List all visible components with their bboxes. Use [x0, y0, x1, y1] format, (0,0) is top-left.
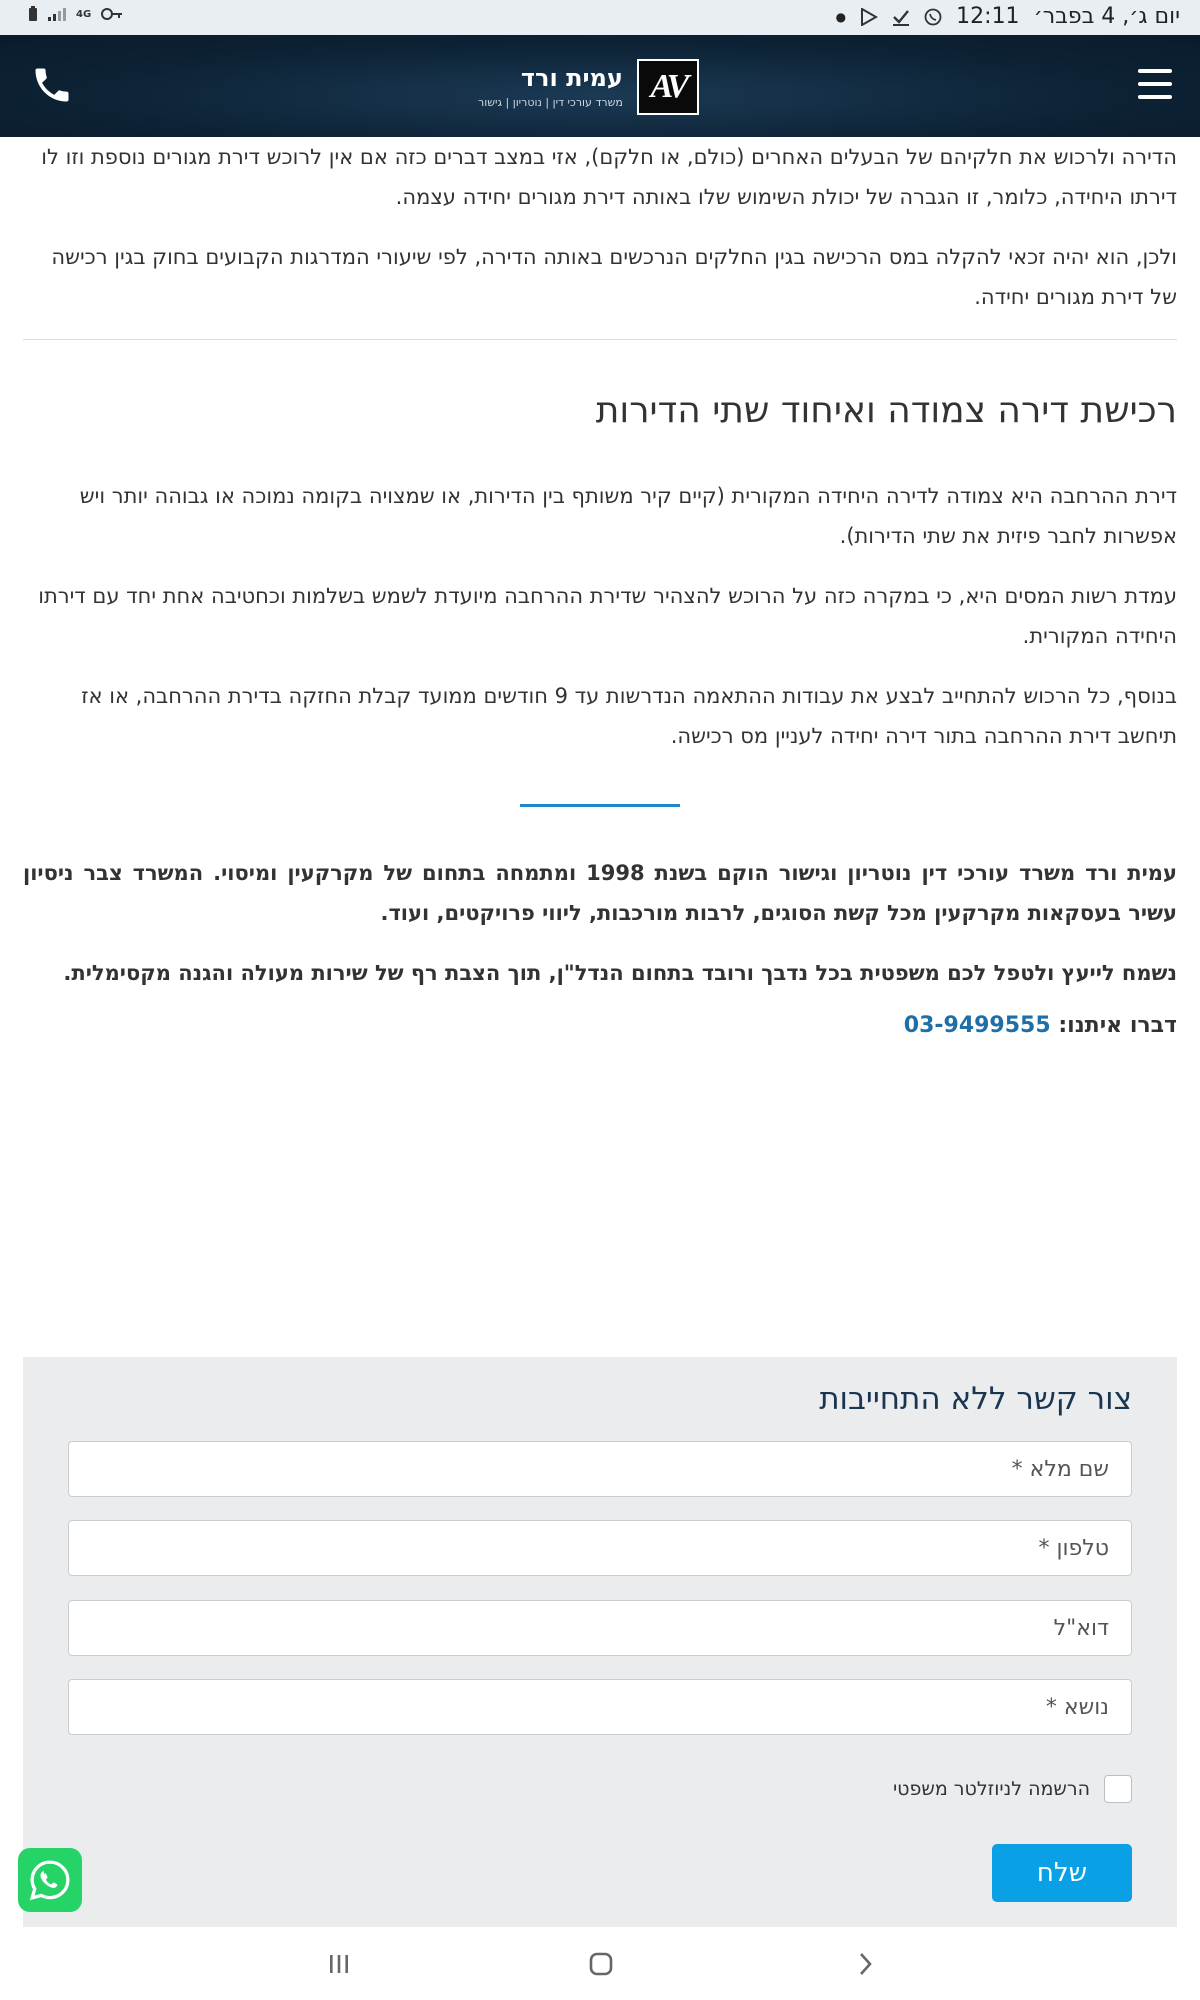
email-input[interactable]: דוא"ל — [68, 1600, 1132, 1656]
article-content — [23, 137, 1177, 1038]
submit-button[interactable]: שלח — [992, 1844, 1132, 1902]
full-name-input[interactable]: שם מלא * — [68, 1441, 1132, 1497]
clock: 12:11 — [956, 4, 1020, 29]
site-header — [0, 35, 1200, 137]
status-icons-right — [836, 4, 1180, 29]
divider — [23, 339, 1177, 340]
system-nav-bar — [0, 1927, 1200, 2000]
notification-dot: ● — [835, 9, 847, 24]
newsletter-checkbox[interactable] — [1104, 1775, 1132, 1803]
contact-phone-link[interactable]: 03-9499555 — [903, 1013, 1051, 1038]
subject-input[interactable]: נושא * — [68, 1679, 1132, 1735]
recent-apps-icon[interactable] — [324, 1949, 354, 1979]
article-paragraph: הדירה ולרכוש את חלקיהם של הבעלים האחרים (כולם, או חלקם), אזי במצב דברים כזה אם אין לרוכש דירת מגורים נוספת וזו לו דירתו היחידה, כלומר, זו הגברה של יכולת השימוש שלו באותה דירת מגורים יחידה עצמה. — [41, 145, 1177, 209]
back-icon[interactable] — [850, 1949, 880, 1979]
accent-divider — [520, 804, 680, 807]
network-type: 4G — [76, 8, 92, 20]
newsletter-row — [893, 1775, 1132, 1803]
call-button[interactable] — [30, 63, 74, 107]
home-icon[interactable] — [586, 1949, 616, 1979]
signal-icon — [48, 7, 66, 21]
phone-icon — [30, 63, 74, 107]
newsletter-label: הרשמה לניוזלטר משפטי — [892, 1778, 1090, 1800]
article-paragraph: עמדת רשות המסים היא, כי במקרה כזה על הרוכש להצהיר שדירת ההרחבה מיועדת לשמש בשלמות וכחטיבה אחת יחד עם דירתו היחידה המקורית. — [38, 584, 1177, 648]
phone-input[interactable]: טלפון * — [68, 1520, 1132, 1576]
about-paragraph: נשמח לייעץ ולטפל לכם משפטית בכל נדבך ורובד בתחום הנדל"ן, תוך הצבת רף של שירות מעולה והגנה מקסימלית. — [63, 961, 1177, 985]
download-icon — [892, 8, 910, 26]
status-bar — [0, 0, 1200, 35]
brand-logo: AV — [637, 59, 699, 115]
form-title: צור קשר ללא התחייבות — [819, 1381, 1132, 1417]
whatsapp-icon — [924, 8, 942, 26]
article-paragraph: דירת ההרחבה היא צמודה לדירה היחידה המקורית (קיים קיר משותף בין הדירות, או שמצויה בקומה נמוכה או גבוהה יותר ויש אפשרות לחבר פיזית את שתי הדירות). — [79, 484, 1177, 548]
whatsapp-icon — [28, 1858, 72, 1902]
status-icons-left — [28, 6, 123, 22]
section-title: רכישת דירה צמודה ואיחוד שתי הדירות — [595, 390, 1177, 431]
about-paragraph: עמית ורד משרד עורכי דין נוטריון וגישור הוקם בשנת 1998 ומתמחה בתחום של מקרקעין ומיסוי. המשרד צבר ניסיון עשיר בעסקאות מקרקעין מכל קשת הסוגים, לרבות מורכבות, ליווי פרויקטים, ועוד. — [23, 861, 1177, 925]
battery-icon — [28, 6, 38, 22]
brand[interactable] — [478, 59, 699, 115]
contact-label: דברו איתנו: — [1058, 1013, 1177, 1038]
menu-icon[interactable] — [1138, 69, 1172, 99]
article-paragraph: ולכן, הוא יהיה זכאי להקלה במס הרכישה בגין החלקים הנרכשים באותה הדירה, לפי שיעורי המדרגות הקבועים בחוק בגין רכישה של דירת מגורים יחידה. — [51, 245, 1177, 309]
contact-line — [23, 1013, 1177, 1038]
key-icon — [101, 8, 123, 20]
whatsapp-button[interactable] — [18, 1848, 82, 1912]
contact-form — [23, 1357, 1177, 1927]
brand-name: עמית ורד — [520, 64, 623, 93]
date: יום ג׳, 4 בפבר׳ — [1033, 4, 1180, 29]
play-store-icon — [860, 8, 878, 26]
article-paragraph: בנוסף, כל הרכוש להתחייב לבצע את עבודות ההתאמה הנדרשות עד 9 חודשים ממועד קבלת החזקה בדירת ההרחבה, או אז תיחשב דירת ההרחבה בתור דירה יחידה לעניין מס רכישה. — [81, 684, 1177, 748]
brand-subtitle: משרד עורכי דין | נוטריון | גישור — [478, 95, 623, 109]
